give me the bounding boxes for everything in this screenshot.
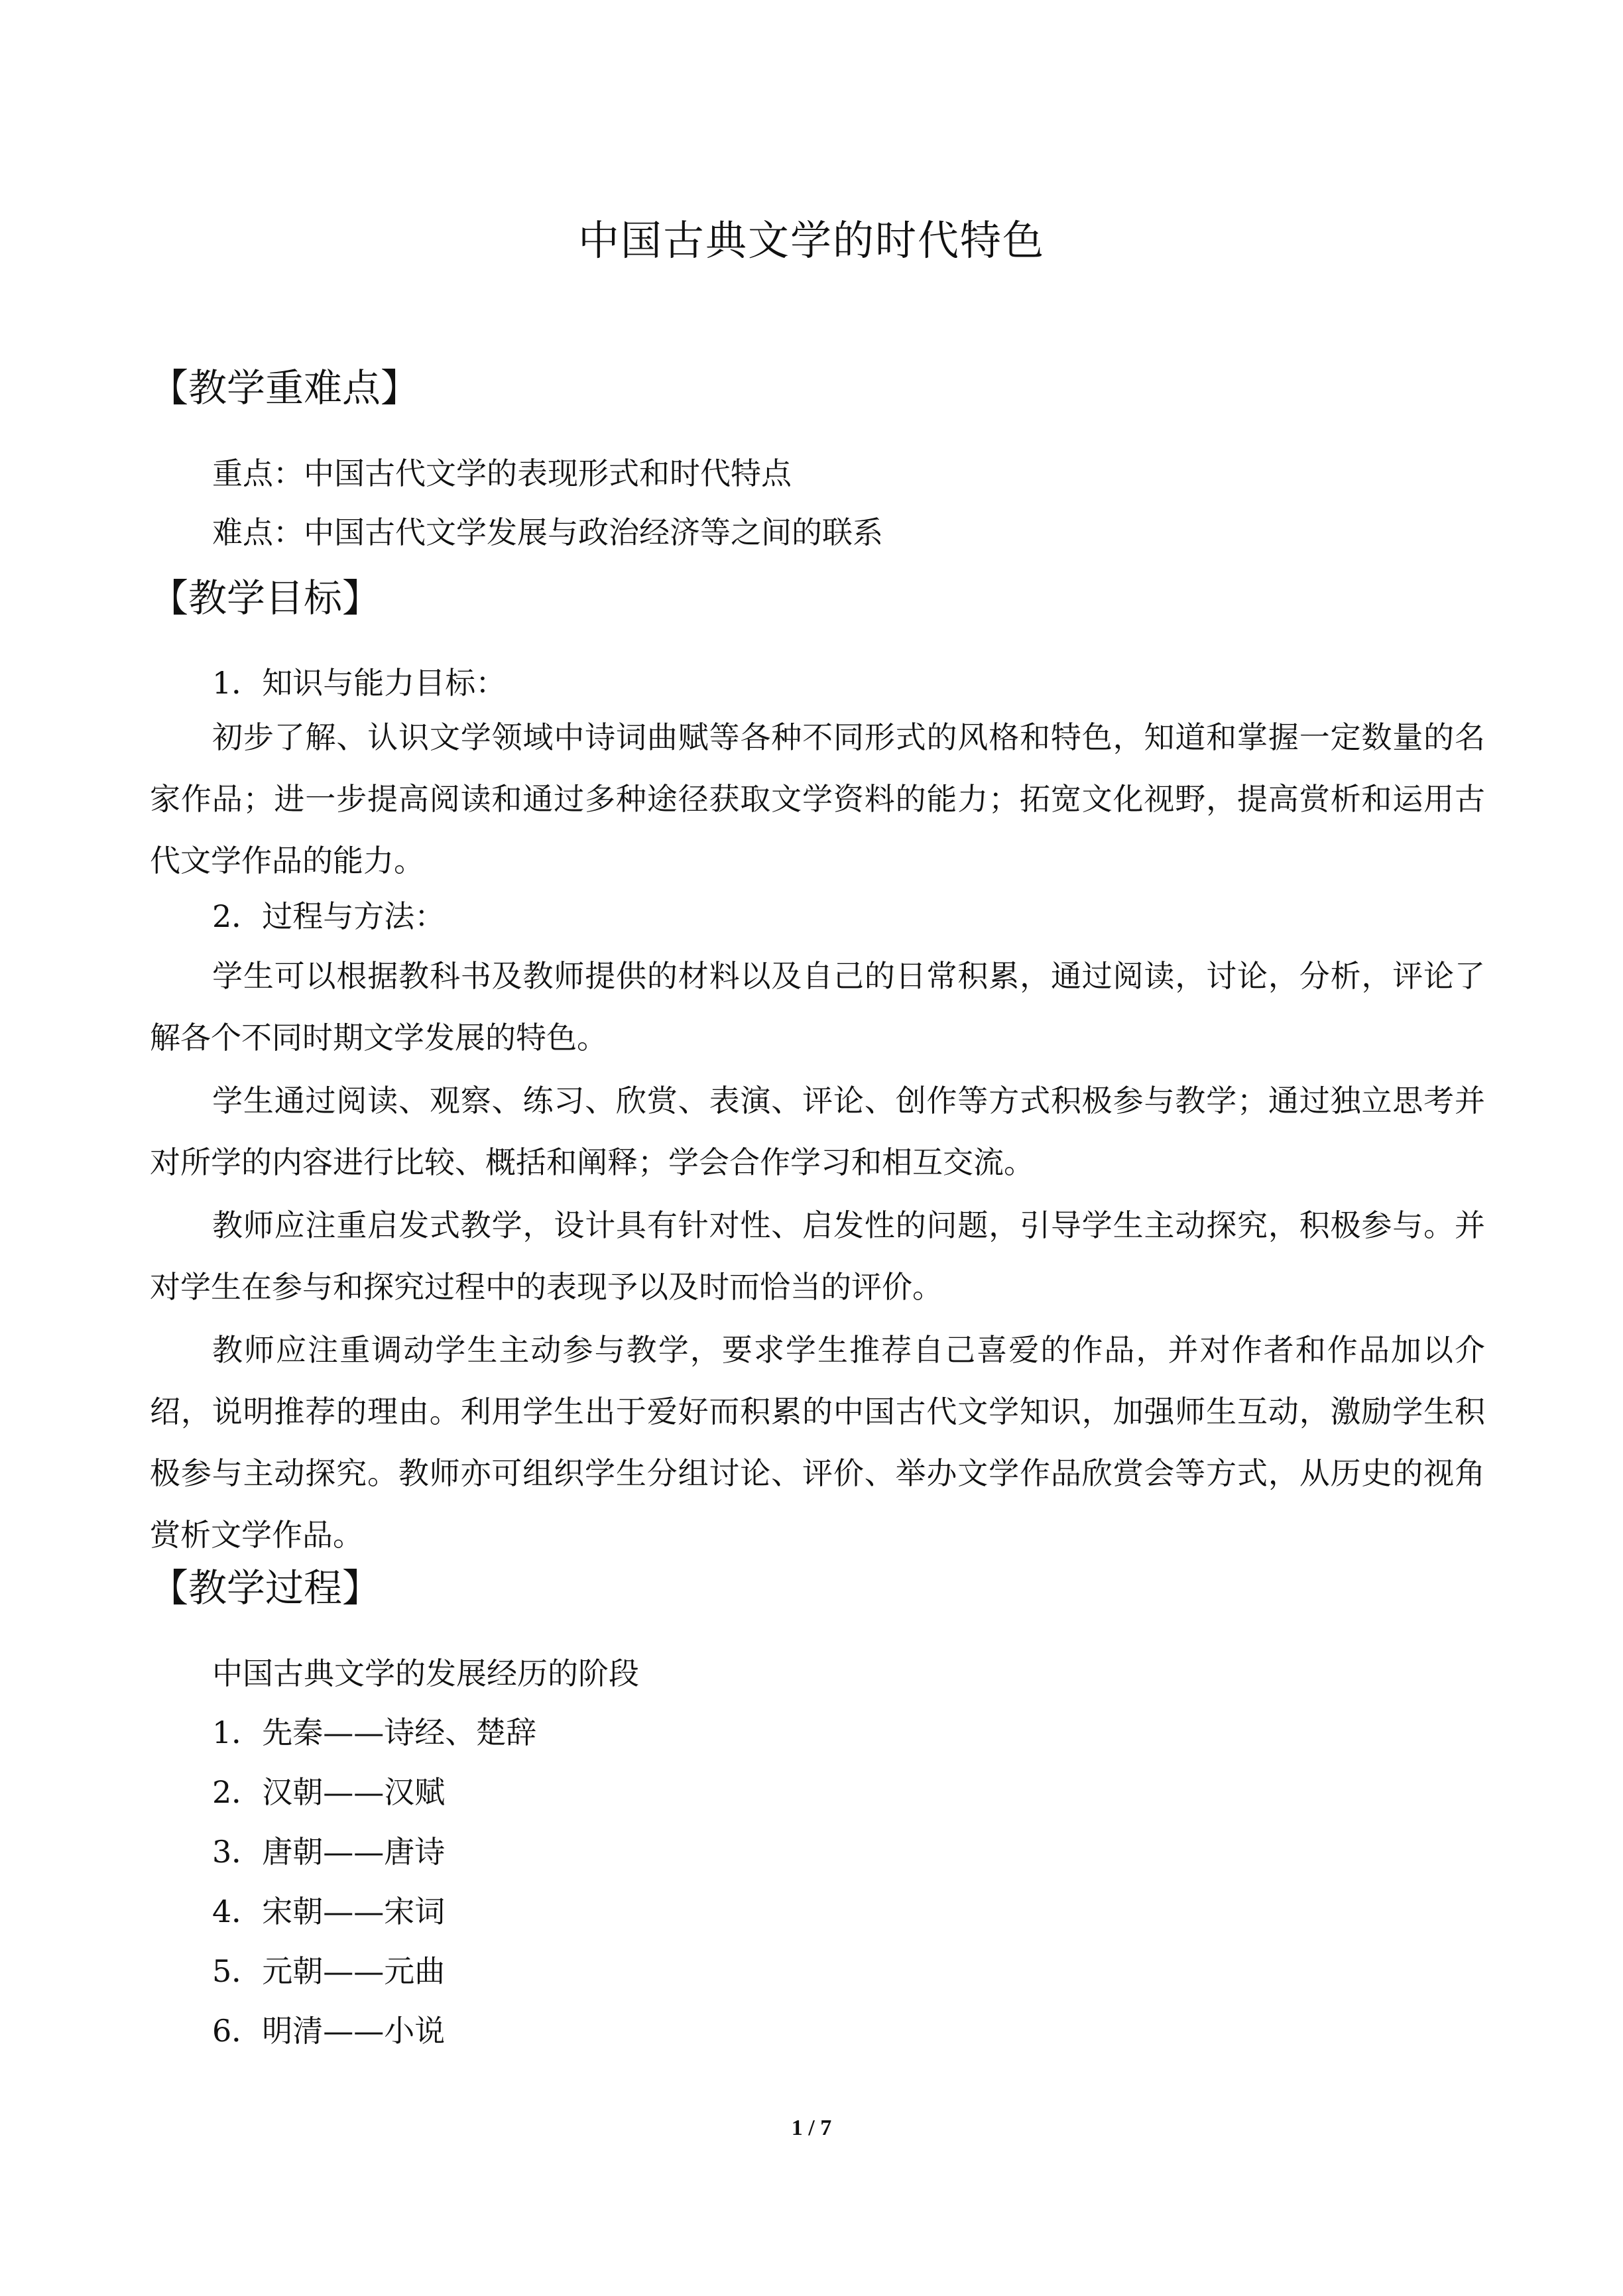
page-title: 中国古典文学的时代特色 [577,216,1045,265]
heading-objectives: 【教学目标】 [150,575,381,621]
page-number-current: 1 [791,2116,803,2140]
objective-1-label: 1．知识与能力目标： [212,665,507,701]
page-number-total: 7 [820,2116,832,2140]
objective-1-text: 初步了解、认识文学领域中诗词曲赋等各种不同形式的风格和特色，知道和掌握一定数量的名家作品；进一步提高阅读和通过多种途径获取文学资料的能力；拓宽文化视野，提高赏析和运用古代文学作品的能力。 [150,719,1485,878]
stage-item: 1．先秦——诗经、楚辞 [212,1715,537,1750]
stage-item: 6．明清——小说 [212,2013,446,2049]
heading-key-points: 【教学重难点】 [150,365,420,410]
page-number-separator: / [808,2116,815,2140]
objective-2-para-2: 学生通过阅读、观察、练习、欣赏、表演、评论、创作等方式积极参与教学；通过独立思考并对所学的内容进行比较、概括和阐释；学会合作学习和相互交流。 [150,1083,1485,1180]
focus-line: 重点：中国古代文学的表现形式和时代特点 [212,455,792,491]
objective-2-para-3: 教师应注重启发式教学，设计具有针对性、启发性的问题，引导学生主动探究，积极参与。并对学生在参与和探究过程中的表现予以及时而恰当的评价。 [150,1207,1485,1305]
stage-item: 5．元朝——元曲 [212,1953,446,1989]
stage-item: 4．宋朝——宋词 [212,1894,446,1929]
objective-2-para-4: 教师应注重调动学生主动参与教学，要求学生推荐自己喜爱的作品，并对作者和作品加以介绍，说明推荐的理由。利用学生出于爱好而积累的中国古代文学知识，加强师生互动，激励学生积极参与主动探究。教师亦可组织学生分组讨论、评价、举办文学作品欣赏会等方式，从历史的视角赏析文学作品。 [150,1332,1485,1553]
stage-item: 2．汉朝——汉赋 [212,1774,446,1810]
page-number [0,2112,1623,2145]
heading-process: 【教学过程】 [150,1565,381,1610]
difficulty-line: 难点：中国古代文学发展与政治经济等之间的联系 [212,514,883,550]
objective-2-label: 2．过程与方法： [212,898,446,934]
process-intro: 中国古典文学的发展经历的阶段 [212,1656,639,1691]
stage-item: 3．唐朝——唐诗 [212,1834,446,1870]
objective-2-para-1: 学生可以根据教科书及教师提供的材料以及自己的日常积累，通过阅读，讨论，分析，评论了解各个不同时期文学发展的特色。 [150,958,1485,1056]
